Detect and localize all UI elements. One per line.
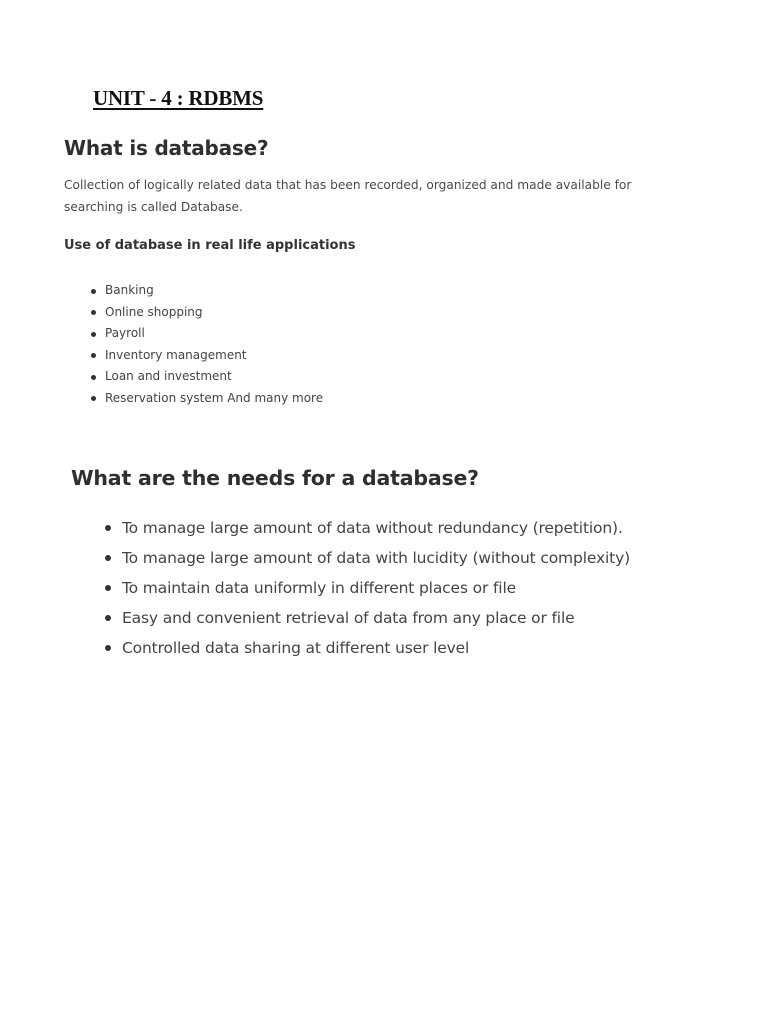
applications-subheading: Use of database in real life applications (64, 238, 356, 253)
list-item: Online shopping (88, 302, 323, 324)
list-item: To maintain data uniformly in different places or file (100, 573, 630, 603)
list-item: To manage large amount of data without redundancy (repetition). (100, 513, 630, 543)
list-item: To manage large amount of data with lucidity (without complexity) (100, 543, 630, 573)
section-heading-what-is-database: What is database? (64, 136, 269, 160)
list-item: Reservation system And many more (88, 388, 323, 410)
list-item: Loan and investment (88, 366, 323, 388)
list-item: Payroll (88, 323, 323, 345)
list-item: Banking (88, 280, 323, 302)
needs-list (100, 513, 630, 663)
unit-title: UNIT - 4 : RDBMS (93, 86, 264, 110)
section-heading-database-needs: What are the needs for a database? (71, 466, 479, 490)
database-definition-paragraph: Collection of logically related data that has been recorded, organized and made available for searching is called Database. (64, 178, 632, 214)
applications-list (88, 280, 323, 410)
list-item: Inventory management (88, 345, 323, 367)
list-item: Easy and convenient retrieval of data from any place or file (100, 603, 630, 633)
list-item: Controlled data sharing at different user level (100, 633, 630, 663)
